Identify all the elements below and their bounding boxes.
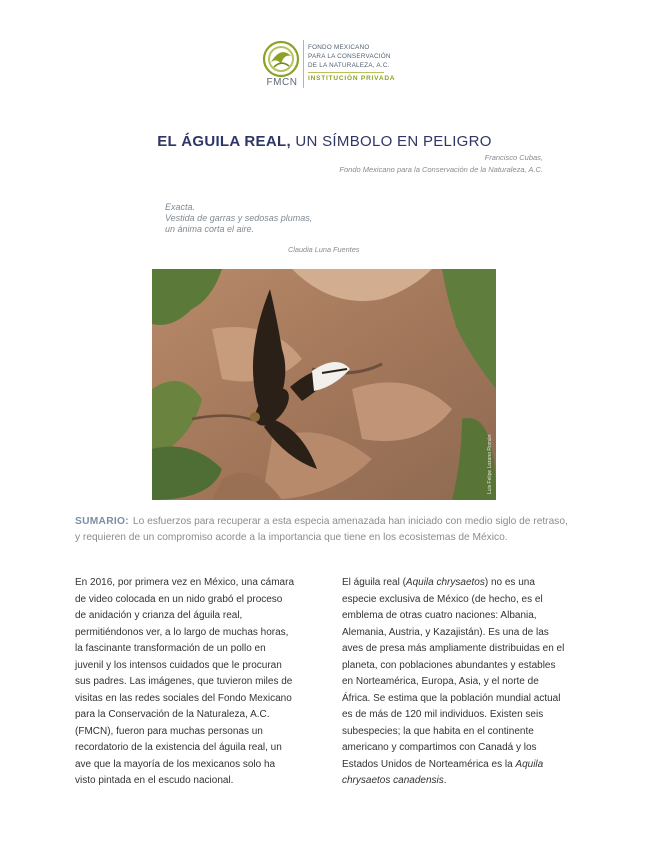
body-line [342, 757, 580, 774]
logo-name-line-3: DE LA NATURALEZA, A.C. [308, 62, 390, 69]
body-line: emblema de otras cuatro naciones: Albania, [342, 610, 537, 621]
species-name: Aquila [515, 758, 544, 770]
body-line: americano y compartimos con Canadá y los [342, 742, 537, 753]
photo-credit: Luis Felipe Lozano Román [487, 434, 493, 494]
species-name: chrysaetos canadensis [342, 775, 444, 786]
logo-name-line-1: FONDO MEXICANO [308, 44, 370, 51]
body-line: aves de presa más ampliamente distribuidas en el [342, 643, 565, 654]
logo-acronym: FMCN [266, 77, 298, 88]
summary [75, 514, 575, 546]
article-title-bold: EL ÁGUILA REAL, [157, 133, 291, 150]
summary-label: SUMARIO: [75, 516, 129, 527]
body-line: permitiéndonos ver, a lo largo de muchas horas, [75, 626, 289, 638]
body-column-left [75, 575, 315, 790]
logo-tagline: INSTITUCIÓN PRIVADA [308, 75, 396, 82]
body-line: visto pintada en el escudo nacional. [75, 775, 234, 786]
body-line: de video colocada en un nido grabó el proceso [75, 593, 283, 605]
body-line: la fascinante transformación de un pollo en [75, 643, 266, 654]
body-text: . [443, 775, 447, 786]
body-line: es de más de 120 mil individuos. Existen seis [342, 709, 544, 720]
body-line: (FMCN), fueron para muchas personas un [75, 725, 263, 737]
body-line: de anidación y crianza del águila real, [75, 610, 243, 621]
body-line: En 2016, por primera vez en México, una cámara [75, 577, 294, 588]
body-line: Alemania, Austria, y Kazajistán). Es una de las [342, 626, 549, 638]
species-name: Aquila chrysaetos [405, 577, 485, 588]
article-title-rest: UN SÍMBOLO EN PELIGRO [290, 133, 492, 150]
logo-divider [303, 40, 304, 88]
poem-author: Claudia Luna Fuentes [288, 245, 360, 254]
body-line: visitas en las redes sociales del Fondo Mexicano [75, 692, 292, 704]
body-line: ave que la mayoría de los mexicanos solo ha [75, 758, 276, 770]
body-line: recordatorio de la existencia del águila real, un [75, 742, 282, 753]
body-line [342, 773, 580, 790]
body-line: para la Conservación de la Naturaleza, A.C. [75, 709, 270, 720]
poem-line-1: Exacta. [165, 202, 196, 212]
poem-line-3: un ánima corta el aire. [165, 224, 255, 234]
logo-rule [308, 72, 384, 73]
body-text: El águila real ( [342, 577, 406, 588]
body-line [342, 575, 580, 592]
body-line: juvenil y los intensos cuidados que le procuran [75, 659, 282, 671]
body-line: sus padres. Las imágenes, que tuvieron miles de [75, 676, 293, 687]
body-column-right [342, 575, 580, 790]
body-line: subespecies; la que habita en el continente [342, 725, 534, 737]
body-line: especie exclusiva de México (de hecho, es el [342, 593, 543, 605]
body-text: ) no es una [484, 577, 535, 588]
body-line: planeta, con poblaciones abundantes y estables [342, 659, 556, 671]
logo-name-line-2: PARA LA CONSERVACIÓN [308, 53, 391, 60]
poem-line-2: Vestida de garras y sedosas plumas, [165, 213, 313, 223]
author-affiliation: Fondo Mexicano para la Conservación de la Naturaleza, A.C. [339, 165, 543, 174]
body-line: en Norteamérica, Europa, Asia, y el norte de [342, 676, 539, 687]
summary-text: Lo esfuerzos para recuperar a esta especia amenazada han iniciado con medio siglo de retraso, y requieren de un compromiso acorde a la importancia que tiene en los ecosistemas de México. [75, 516, 568, 543]
author-name: Francisco Cubas, [484, 153, 543, 162]
body-line: África. Se estima que la población mundial actual [342, 692, 561, 704]
golden-eagle-photo [152, 269, 496, 500]
body-text: Estados Unidos de Norteamérica es la [342, 758, 516, 770]
fmcn-logo-icon [262, 40, 300, 78]
article-title [0, 133, 649, 150]
